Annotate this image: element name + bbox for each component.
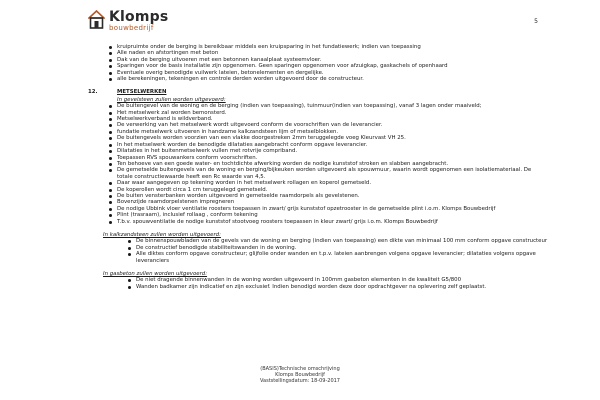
list-item: Alle diktes conform opgave constructeur; glijfolie onder wanden en t.p.v. lateien aanbrengen volgens opgave leverancier; dilataties volgens opgave leveranciers xyxy=(88,251,548,264)
section-title: METSELWERKEN xyxy=(117,89,167,96)
list-item: Eventuele overig benodigde vuilwerk lateien, betonelementen en dergelijke. xyxy=(88,70,548,76)
gasbeton-list xyxy=(88,277,548,290)
list-item: De binnenspouwbladen van de gevels van de woning en berging (indien van toepassing) een dikte van minimaal 100 mm conform opgave constructeur xyxy=(88,238,548,244)
document-body xyxy=(88,44,548,290)
kalkzandsteen-list xyxy=(88,238,548,264)
subheading-gasbeton: In gasbeton zullen worden uitgevoerd: xyxy=(103,271,208,277)
house-logo-icon xyxy=(88,10,105,29)
subheading-gevelsteen: In gevelsteen zullen worden uitgevoerd: xyxy=(117,96,226,103)
list-item: T.b.v. spouwventilatie de nodige kunststof stootvoeg roosters toepassen in kleur zwart/ grijs i.o.m. Klomps Bouwbedrijf xyxy=(88,219,548,225)
section-heading xyxy=(88,89,548,95)
list-item: De nodige Ubbink vloer ventilatie roosters toepassen in zwart/ grijs kunststof opzetrooster in de gemetselde plint i.o.m. Klomps Bouwbedrijf xyxy=(88,206,548,212)
list-item: Ten behoeve van een goede water- en tochtdichte afwerking worden de nodige kunststof stroken en slabben aangebracht. xyxy=(88,161,548,167)
list-item: Wanden badkamer zijn indicatief en zijn exclusief. Indien benodigd worden deze door opdrachtgever na oplevering zelf geplaatst. xyxy=(88,284,548,290)
list-item: kruipruimte onder de berging is bereikbaar middels een kruipsparing in het fundatiewerk; indien van toepassing xyxy=(88,44,548,50)
footer-line: Vaststellingsdatum: 18-09-2017 xyxy=(260,378,340,384)
list-item: Het metselwerk zal worden bemonsterd. xyxy=(88,110,548,116)
list-item: Toepassen RVS spouwankers conform voorschriften. xyxy=(88,155,548,161)
company-logo xyxy=(88,10,168,32)
footer-line: (BASIS)Technische omschrijving xyxy=(260,366,340,372)
section-number: 12. xyxy=(88,89,98,96)
list-item: De verwerking van het metselwerk wordt uitgevoerd conform de voorschriften van de leverancier. xyxy=(88,122,548,128)
list-item: De koperollen wordt circa 1 cm teruggelegd gemetseld. xyxy=(88,187,548,193)
list-item: alle berekeningen, tekeningen en controle derden worden uitgevoerd door de constructeur. xyxy=(88,76,548,82)
list-item: Alle naden en afstortingen met beton xyxy=(88,50,548,56)
list-item: De buiten vensterbanken worden uitgevoerd in gemetselde raamdorpels als gevelstenen. xyxy=(88,193,548,199)
intro-list xyxy=(88,44,548,82)
list-item: Bovenzijde raamdorpelstenen impregneren xyxy=(88,199,548,205)
subheading-kalkzandsteen: In kalkzandsteen zullen worden uitgevoerd: xyxy=(103,231,221,238)
list-item: Metselwerkverband is wildverband. xyxy=(88,116,548,122)
page-number: 5 xyxy=(534,18,538,25)
list-item: De gemetselde buitengevels van de woning en berging/bijkeuken worden uitgevoerd als spouwmuur, waarin wordt opgenomen een isolatiemateriaal. De totale constructiewaarde heeft een Rc waarde van 4,5. xyxy=(88,167,548,180)
logo-name: Klomps xyxy=(109,9,169,25)
list-item: Daar waar aangegeven op tekening worden in het metselwerk rollagen en koperol gemetseld. xyxy=(88,180,548,186)
list-item: Sparingen voor de basis installatie zijn opgenomen. Geen sparingen opgenomen voor afzuigkap, gaskachels of openhaard xyxy=(88,63,548,69)
footer-line: Klomps Bouwbedrijf xyxy=(275,372,325,378)
list-item: De buitengevels worden voorzien van een vlakke doorgestreken 2mm teruggelegde voeg Kleurvast VH 25. xyxy=(88,135,548,141)
list-item: Plint (trasraam), inclusief rollaag , conform tekening xyxy=(88,212,548,218)
gevelsteen-list xyxy=(88,103,548,225)
page-footer xyxy=(0,366,600,384)
logo-subtitle: bouwbedrijf xyxy=(109,24,154,32)
list-item: In het metselwerk worden de benodigde dilataties aangebracht conform opgave leverancier. xyxy=(88,142,548,148)
list-item: De buitengevel van de woning en de berging (indien van toepassing), tuinmuur(indien van toepassing), vanaf 3 lagen onder maaiveld; xyxy=(88,103,548,109)
list-item: Dak van de berging uitvoeren met een betonnen kanaalplaat systeemvloer. xyxy=(88,57,548,63)
list-item: De niet dragende binnenwanden in de woning worden uitgevoerd in 100mm gasbeton elementen in de kwaliteit G5/800 xyxy=(88,277,548,283)
list-item: fundatie metselwerk uitvoeren in handzame kalkzandsteen lijm of metselblokken. xyxy=(88,129,548,135)
list-item: Dilataties in het buitenmetselwerk vullen met rotvrije compriband. xyxy=(88,148,548,154)
list-item: De constructief benodigde stabiliteitswanden in de woning. xyxy=(88,245,548,251)
